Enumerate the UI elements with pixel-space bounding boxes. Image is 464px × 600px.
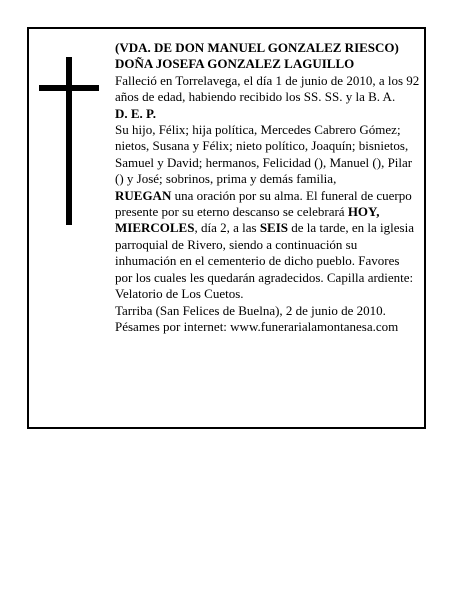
ruegan-text: una oración por su alma. El funeral de cuerpo presente por su eterno descanso se celebrará (115, 187, 412, 220)
deceased-name: DOÑA JOSEFA GONZALEZ LAGUILLO (115, 56, 355, 72)
widow-heading: (VDA. DE DON MANUEL GONZALEZ RIESCO) (115, 40, 399, 55)
family-list: Su hijo, Félix; hija política, Mercedes Cabrero Gómez; nietos, Susana y Félix; nieto político, Joaquín; bisnietos, Samuel y David; hermanos, Felicidad (), Manuel (), Pilar () y José; sobrinos, prima y demás familia, (115, 122, 413, 187)
cross-icon (39, 57, 99, 227)
hoy-miercoles: HOY, MIERCOLES (115, 204, 380, 236)
place-date: Tarriba (San Felices de Buelna), 2 de junio de 2010. (115, 302, 386, 318)
condolences-line: Pésames por internet: www.funerarialamontanesa.com (115, 318, 399, 334)
funeral-paragraph (115, 188, 420, 303)
death-statement: Falleció en Torrelavega, el día 1 de junio de 2010, a los 92 años de edad, habiendo recibido los SS. SS. y la B. A. (115, 72, 420, 105)
obituary-text (115, 40, 420, 335)
cross-vertical-bar (66, 57, 72, 225)
seis-word: SEIS (259, 220, 289, 236)
cross-horizontal-bar (39, 85, 99, 91)
day-text: , día 2, a las (194, 220, 260, 236)
obituary-notice (27, 27, 426, 429)
funeral-details: de la tarde, en la iglesia parroquial de Rivero, siendo a continuación su inhumación en el cementerio de dicho pueblo. Favores por los cuales les quedarán agradecidos. Capilla ardiente: Velatorio de Los Cuetos. (115, 220, 414, 302)
ruegan-word: RUEGAN (115, 187, 172, 203)
dep-line: D. E. P. (115, 105, 157, 121)
